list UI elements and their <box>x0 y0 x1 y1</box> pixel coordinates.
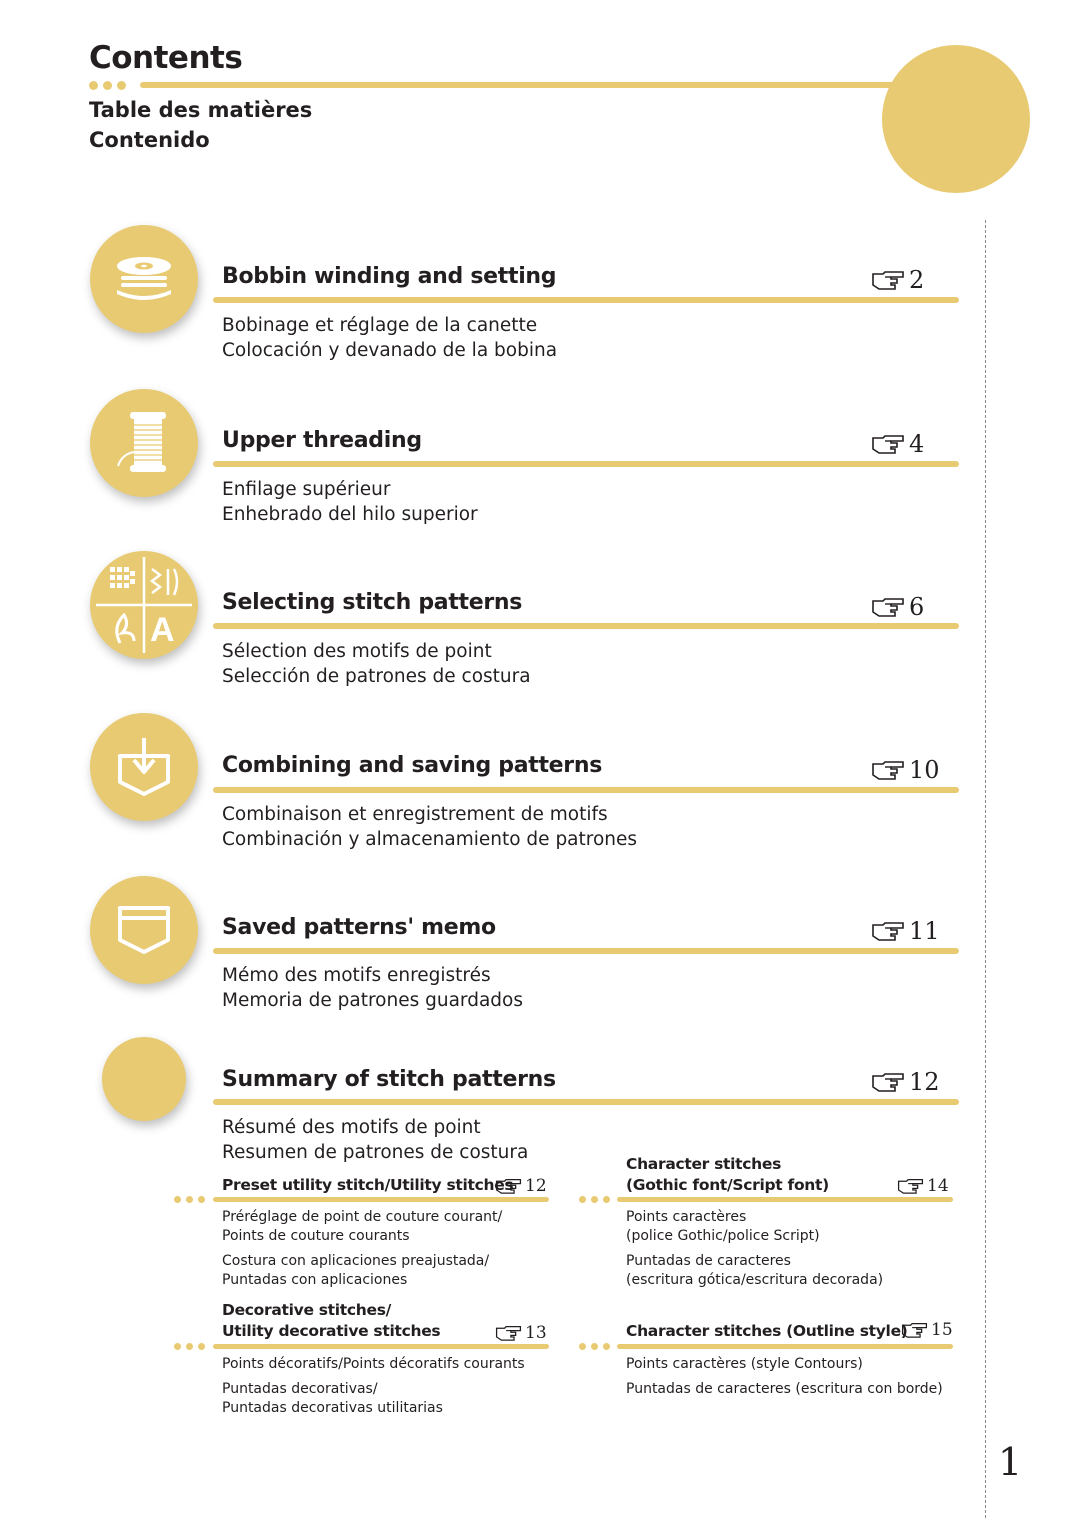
bobbin-icon <box>90 225 198 333</box>
subsection-line: Points caractères <box>626 1209 747 1225</box>
section-title: Bobbin winding and setting <box>222 264 557 289</box>
page-ref[interactable] <box>495 1176 547 1196</box>
thread-spool-icon <box>90 389 198 497</box>
page-ref-number: 14 <box>927 1176 949 1196</box>
corner-circle <box>882 45 1030 193</box>
subsection-rule <box>213 1344 549 1349</box>
pointing-hand-icon <box>871 920 905 942</box>
pointing-hand-icon <box>897 1177 924 1195</box>
page-number: 1 <box>998 1440 1023 1484</box>
subsection-dots <box>174 1196 205 1203</box>
subsection-line: Points caractères (style Contours) <box>626 1356 863 1372</box>
section-rule <box>213 787 959 793</box>
pointing-hand-icon <box>871 596 905 618</box>
save-pocket-icon <box>90 713 198 821</box>
subsection-rule <box>617 1344 953 1349</box>
subsection-rule <box>617 1197 953 1202</box>
section-title: Combining and saving patterns <box>222 753 603 778</box>
section-title: Selecting stitch patterns <box>222 590 523 615</box>
section-es: Enhebrado del hilo superior <box>222 504 478 525</box>
page-ref[interactable] <box>871 917 940 945</box>
subsection-line: (police Gothic/police Script) <box>626 1228 820 1244</box>
subsection-line: Préréglage de point de couture courant/ <box>222 1209 503 1225</box>
section-title: Saved patterns' memo <box>222 915 496 940</box>
page-ref-number: 12 <box>909 1068 940 1096</box>
page-ref[interactable] <box>871 430 924 458</box>
section-es: Combinación y almacenamiento de patrones <box>222 829 638 850</box>
section-rule <box>213 623 959 629</box>
page-ref[interactable] <box>871 1068 940 1096</box>
section-fr: Mémo des motifs enregistrés <box>222 965 491 986</box>
subsection-line: Puntadas decorativas/ <box>222 1381 378 1397</box>
section-es: Colocación y devanado de la bobina <box>222 340 558 361</box>
svg-text:A: A <box>150 611 175 649</box>
subsection-title: Character stitches (Outline style) <box>626 1322 908 1340</box>
subsection-title: (Gothic font/Script font) <box>626 1176 829 1194</box>
subsection-title: Utility decorative stitches <box>222 1322 441 1340</box>
subsection-line: Points décoratifs/Points décoratifs courants <box>222 1356 525 1372</box>
pointing-hand-icon <box>901 1321 928 1339</box>
page-ref-number: 15 <box>931 1320 953 1340</box>
title-rule <box>140 82 900 88</box>
subsection-line: Puntadas de caracteres (escritura con borde) <box>626 1381 943 1397</box>
section-es: Memoria de patrones guardados <box>222 990 523 1011</box>
page-ref-number: 11 <box>909 917 940 945</box>
section-rule <box>213 297 959 303</box>
pointing-hand-icon <box>495 1324 522 1342</box>
page-ref-number: 12 <box>525 1176 547 1196</box>
page-ref-number: 2 <box>909 266 925 294</box>
pointing-hand-icon <box>871 1071 905 1093</box>
subtitle-fr: Table des matières <box>89 98 313 122</box>
subsection-line: Puntadas con aplicaciones <box>222 1272 408 1288</box>
section-es: Resumen de patrones de costura <box>222 1142 529 1163</box>
subsection-title: Decorative stitches/ <box>222 1301 392 1319</box>
summary-circle <box>102 1037 186 1121</box>
section-fr: Enfilage supérieur <box>222 479 391 500</box>
subsection-title: Preset utility stitch/Utility stitches <box>222 1176 514 1194</box>
subsection-line: Points de couture courants <box>222 1228 410 1244</box>
page-ref[interactable] <box>897 1176 949 1196</box>
page-ref[interactable] <box>871 266 924 294</box>
pointing-hand-icon <box>871 269 905 291</box>
page-ref-number: 13 <box>525 1323 547 1343</box>
section-fr: Résumé des motifs de point <box>222 1117 481 1138</box>
pointing-hand-icon <box>871 433 905 455</box>
section-es: Selección de patrones de costura <box>222 666 531 687</box>
subtitle-es: Contenido <box>89 128 210 152</box>
subsection-line: Puntadas decorativas utilitarias <box>222 1400 443 1416</box>
margin-dashed-line <box>985 220 986 1518</box>
page-ref-number: 10 <box>909 756 940 784</box>
subsection-title: Character stitches <box>626 1155 782 1173</box>
title-dots <box>89 81 126 90</box>
pointing-hand-icon <box>495 1177 522 1195</box>
page-ref[interactable] <box>871 756 940 784</box>
pointing-hand-icon <box>871 759 905 781</box>
section-title: Summary of stitch patterns <box>222 1067 556 1092</box>
section-fr: Combinaison et enregistrement de motifs <box>222 804 608 825</box>
subsection-line: Puntadas de caracteres <box>626 1253 791 1269</box>
pocket-icon <box>90 876 198 984</box>
subsection-line: (escritura gótica/escritura decorada) <box>626 1272 884 1288</box>
section-fr: Bobinage et réglage de la canette <box>222 315 538 336</box>
stitch-patterns-icon <box>90 551 198 659</box>
section-rule <box>213 948 959 954</box>
subsection-dots <box>174 1343 205 1350</box>
section-rule <box>213 461 959 467</box>
page-ref[interactable] <box>871 593 924 621</box>
subsection-dots <box>579 1196 610 1203</box>
subsection-rule <box>213 1197 549 1202</box>
page-ref-number: 4 <box>909 430 925 458</box>
page-ref[interactable] <box>495 1323 547 1343</box>
section-fr: Sélection des motifs de point <box>222 641 492 662</box>
page-title: Contents <box>89 40 243 76</box>
subsection-dots <box>579 1343 610 1350</box>
section-title: Upper threading <box>222 428 422 453</box>
page-ref-number: 6 <box>909 593 925 621</box>
subsection-line: Costura con aplicaciones preajustada/ <box>222 1253 490 1269</box>
page-ref[interactable] <box>901 1320 953 1340</box>
section-rule <box>213 1099 959 1105</box>
